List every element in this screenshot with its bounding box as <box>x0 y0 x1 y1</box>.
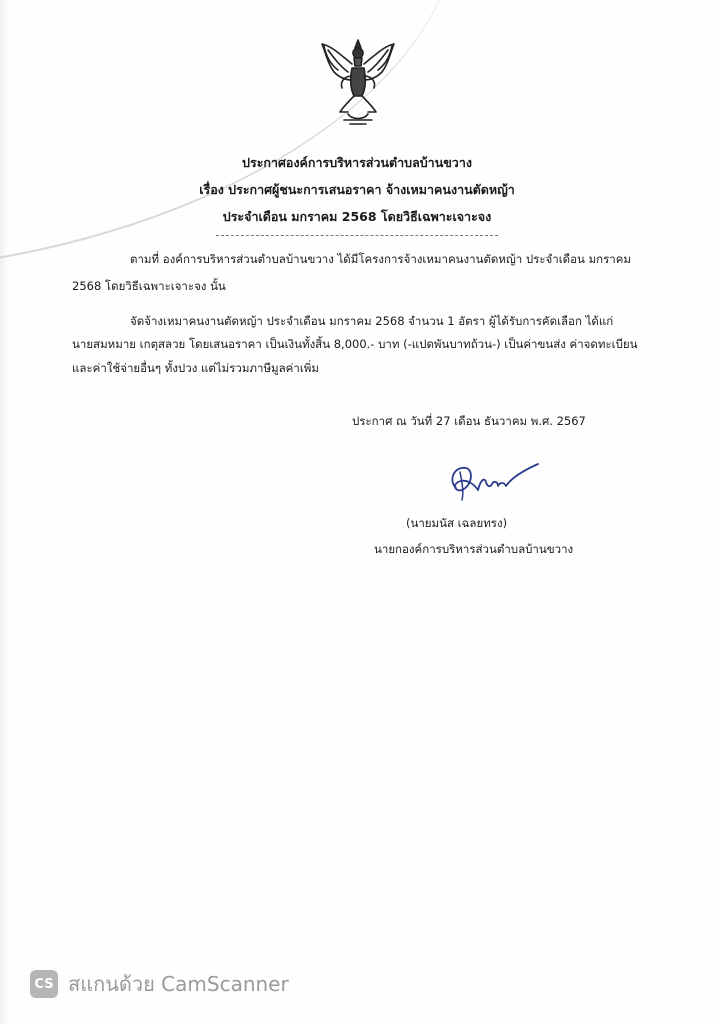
announcement-period: ประจำเดือน มกราคม 2568 โดยวิธีเฉพาะเจาะจง <box>222 209 492 224</box>
camscanner-logo-icon: CS <box>30 970 58 998</box>
paragraph-1-line-2: 2568 โดยวิธีเฉพาะเจาะจง นั้น <box>72 279 226 293</box>
paragraph-2-line-1: จัดจ้างเหมาคนงานตัดหญ้า ประจำเดือน มกราคม 2568 จำนวน 1 อัตรา ผู้ได้รับการคัดเลือก ได้แก่ <box>130 314 614 328</box>
paragraph-2-line-3: และค่าใช้จ่ายอื่นๆ ทั้งปวง แต่ไม่รวมภาษีมูลค่าเพิ่ม <box>72 361 319 375</box>
paragraph-2-line-2: นายสมหมาย เกตุสลวย โดยเสนอราคา เป็นเงินทั้งสิ้น 8,000.- บาท (-แปดพันบาทถ้วน-) เป็นค่าขนส่ง ค่าจดทะเบียน <box>72 337 638 351</box>
announcement-title: ประกาศองค์การบริหารส่วนตำบลบ้านขวาง <box>242 155 472 170</box>
handwritten-signature <box>440 452 550 512</box>
paragraph-1-line-1: ตามที่ องค์การบริหารส่วนตำบลบ้านขวาง ได้มีโครงการจ้างเหมาคนงานตัดหญ้า ประจำเดือน มกราคม <box>130 252 632 266</box>
announcement-subject: เรื่อง ประกาศผู้ชนะการเสนอราคา จ้างเหมาคนงานตัดหญ้า <box>199 182 515 197</box>
signatory-position: นายกองค์การบริหารส่วนตำบลบ้านขวาง <box>374 542 574 556</box>
signatory-name: (นายมนัส เฉลยทรง) <box>406 516 508 530</box>
scanner-watermark <box>30 968 289 1000</box>
announcement-date: ประกาศ ณ วันที่ 27 เดือน ธันวาคม พ.ศ. 2567 <box>352 414 586 428</box>
title-divider <box>216 235 498 236</box>
garuda-emblem-icon <box>314 36 402 126</box>
watermark-text: สแกนด้วย CamScanner <box>68 972 289 996</box>
